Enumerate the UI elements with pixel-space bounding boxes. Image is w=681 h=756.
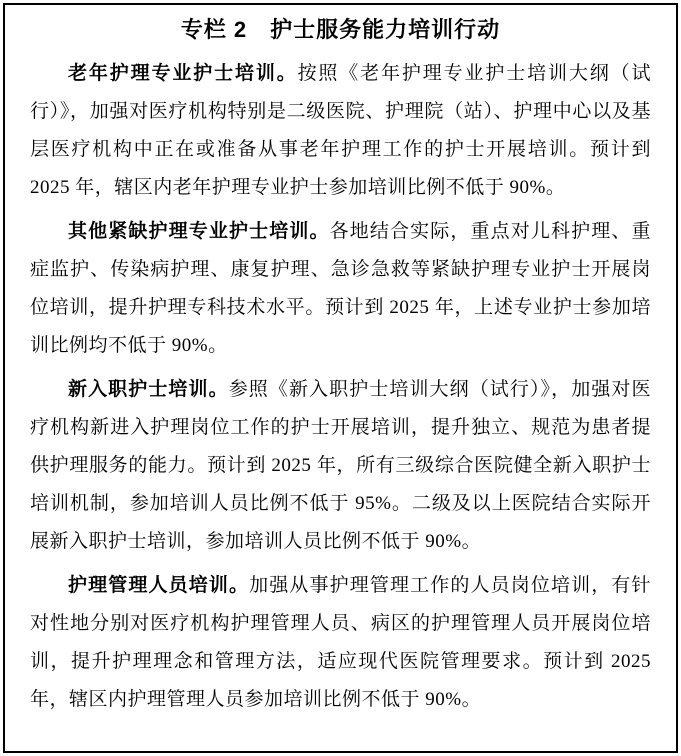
paragraph-lead: 护理管理人员培训。 — [68, 575, 250, 596]
paragraph-new-nurse-training — [30, 371, 651, 561]
paragraph-elderly-care-nurse-training — [30, 55, 651, 207]
paragraph-lead: 老年护理专业护士培训。 — [68, 63, 298, 84]
panel-title: 专栏 2 护士服务能力培训行动 — [180, 17, 501, 42]
paragraph-body: 按照《老年护理专业护士培训大纲（试行）》，加强对医疗机构特别是二级医院、护理院（站）、护理中心以及基层医疗机构中正在或准备从事老年护理工作的护士开展培训。预计到 2025 年，辖区内老年护理专业护士参加培训比例不低于 90%。 — [30, 63, 651, 198]
paragraph-body: 参照《新入职护士培训大纲（试行）》，加强对医疗机构新进入护理岗位工作的护士开展培训，提升独立、规范为患者提供护理服务的能力。预计到 2025 年，所有三级综合医院健全新入职护士培训机制，参加培训人员比例不低于 95%。二级及以上医院结合实际开展新入职护士培训，参加培训人员比例不低于 90%。 — [30, 379, 651, 552]
paragraph-nursing-manager-training — [30, 567, 651, 719]
paragraph-scarce-specialty-nurse-training — [30, 213, 651, 365]
paragraph-lead: 其他紧缺护理专业护士培训。 — [68, 221, 330, 242]
paragraph-body: 各地结合实际，重点对儿科护理、重症监护、传染病护理、康复护理、急诊急救等紧缺护理专业护士开展岗位培训，提升护理专科技术水平。预计到 2025 年，上述专业护士参加培训比例均不低于 90%。 — [30, 221, 651, 356]
training-action-panel — [3, 3, 678, 753]
paragraph-body: 加强从事护理管理工作的人员岗位培训，有针对性地分别对医疗机构护理管理人员、病区的护理管理人员开展岗位培训，提升护理理念和管理方法，适应现代医院管理要求。预计到 2025 年，辖区内护理管理人员参加培训比例不低于 90%。 — [30, 575, 651, 710]
paragraph-lead: 新入职护士培训。 — [68, 379, 229, 400]
